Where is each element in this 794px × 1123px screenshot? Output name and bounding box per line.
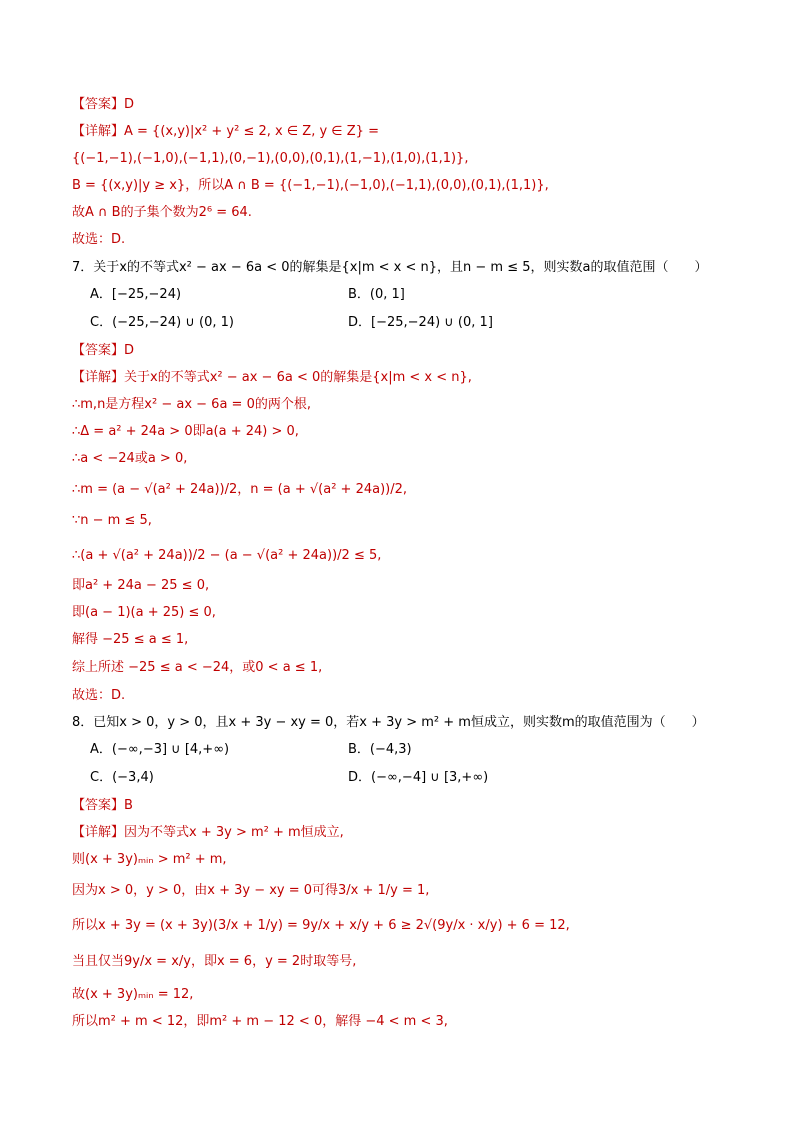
solution-line: 【答案】D <box>72 343 135 358</box>
answer-option: A．(−∞,−3] ∪ [4,+∞) <box>90 742 230 757</box>
solution-line: 即a² + 24a − 25 ≤ 0, <box>72 578 210 593</box>
solution-line: 故选：D. <box>72 688 126 703</box>
solution-line: 解得 −25 ≤ a ≤ 1, <box>72 632 189 647</box>
question-line: 8．已知x > 0，y > 0，且x + 3y − xy = 0，若x + 3y > m² + m恒成立，则实数m的取值范围为（ ） <box>72 715 705 730</box>
solution-line: ∵n − m ≤ 5, <box>72 513 152 528</box>
solution-line: 故A ∩ B的子集个数为2⁶ = 64. <box>72 205 252 220</box>
solution-line: 当且仅当9y/x = x/y，即x = 6，y = 2时取等号, <box>72 954 357 969</box>
solution-line: 【答案】B <box>72 798 133 813</box>
solution-line: 【详解】A = {(x,y)|x² + y² ≤ 2, x ∈ Z, y ∈ Z} = <box>72 124 379 139</box>
solution-line: B = {(x,y)|y ≥ x}，所以A ∩ B = {(−1,−1),(−1,0),(−1,1),(0,0),(0,1),(1,1)}, <box>72 178 549 193</box>
solution-line: 因为x > 0，y > 0，由x + 3y − xy = 0可得3/x + 1/y = 1, <box>72 883 430 898</box>
answer-option: A．[−25,−24) <box>90 287 182 302</box>
solution-line: 即(a − 1)(a + 25) ≤ 0, <box>72 605 216 620</box>
answer-option: C．(−3,4) <box>90 770 154 785</box>
question-line: 7．关于x的不等式x² − ax − 6a < 0的解集是{x|m < x < n}，且n − m ≤ 5，则实数a的取值范围（ ） <box>72 260 708 275</box>
solution-line: ∴m = (a − √(a² + 24a))/2，n = (a + √(a² + 24a))/2, <box>72 482 407 497</box>
solution-line: 则(x + 3y)ₘᵢₙ > m² + m, <box>72 852 227 867</box>
solution-line: 【答案】D <box>72 97 135 112</box>
solution-line: ∴m,n是方程x² − ax − 6a = 0的两个根, <box>72 397 311 412</box>
solution-line: ∴a < −24或a > 0, <box>72 451 188 466</box>
solution-line: 【详解】关于x的不等式x² − ax − 6a < 0的解集是{x|m < x < n}, <box>72 370 472 385</box>
solution-line: 综上所述 −25 ≤ a < −24，或0 < a ≤ 1, <box>72 660 323 675</box>
solution-line: 【详解】因为不等式x + 3y > m² + m恒成立, <box>72 825 344 840</box>
solution-line: ∴Δ = a² + 24a > 0即a(a + 24) > 0, <box>72 424 299 439</box>
solution-line: ∴(a + √(a² + 24a))/2 − (a − √(a² + 24a))/2 ≤ 5, <box>72 548 382 563</box>
solution-line: 故选：D. <box>72 232 126 247</box>
answer-option: B．(−4,3) <box>348 742 412 757</box>
solution-line: 故(x + 3y)ₘᵢₙ = 12, <box>72 987 194 1002</box>
solution-line: {(−1,−1),(−1,0),(−1,1),(0,−1),(0,0),(0,1),(1,−1),(1,0),(1,1)}, <box>72 151 469 166</box>
solution-line: 所以x + 3y = (x + 3y)(3/x + 1/y) = 9y/x + x/y + 6 ≥ 2√(9y/x · x/y) + 6 = 12, <box>72 918 570 933</box>
answer-option: C．(−25,−24) ∪ (0, 1) <box>90 315 234 330</box>
answer-option: B．(0, 1] <box>348 287 405 302</box>
answer-option: D．[−25,−24) ∪ (0, 1] <box>348 315 493 330</box>
answer-option: D．(−∞,−4] ∪ [3,+∞) <box>348 770 489 785</box>
solution-line: 所以m² + m < 12，即m² + m − 12 < 0，解得 −4 < m < 3, <box>72 1014 448 1029</box>
